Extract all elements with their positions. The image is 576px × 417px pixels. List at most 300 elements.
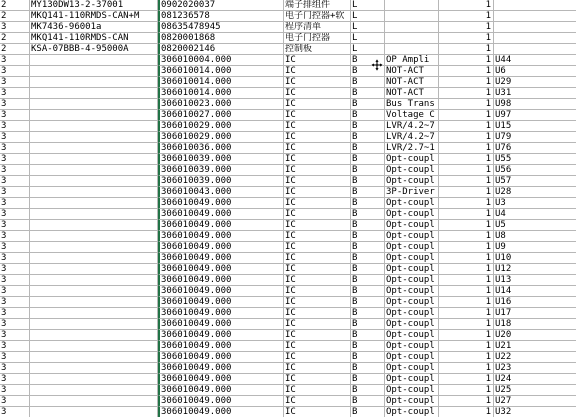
name-cell[interactable]: Opt-coupl: [385, 165, 439, 176]
type-cell[interactable]: B: [351, 275, 385, 286]
description-cell[interactable]: 端子排组件: [284, 0, 351, 11]
reference-cell[interactable]: U55: [494, 154, 576, 165]
type-cell[interactable]: B: [351, 264, 385, 275]
name-cell[interactable]: OP Ampli: [385, 55, 439, 66]
part-number-cell[interactable]: [30, 242, 158, 253]
material-code-cell[interactable]: 081236578: [158, 11, 284, 22]
level-cell[interactable]: 3: [0, 121, 30, 132]
description-cell[interactable]: IC: [284, 231, 351, 242]
part-number-cell[interactable]: [30, 341, 158, 352]
quantity-cell[interactable]: 1: [439, 176, 494, 187]
type-cell[interactable]: L: [351, 22, 385, 33]
reference-cell[interactable]: U25: [494, 385, 576, 396]
level-cell[interactable]: 3: [0, 66, 30, 77]
description-cell[interactable]: IC: [284, 66, 351, 77]
name-cell[interactable]: Opt-coupl: [385, 308, 439, 319]
level-cell[interactable]: 3: [0, 253, 30, 264]
level-cell[interactable]: 2: [0, 0, 30, 11]
level-cell[interactable]: 3: [0, 220, 30, 231]
quantity-cell[interactable]: 1: [439, 154, 494, 165]
quantity-cell[interactable]: 1: [439, 352, 494, 363]
name-cell[interactable]: Opt-coupl: [385, 176, 439, 187]
type-cell[interactable]: B: [351, 99, 385, 110]
type-cell[interactable]: B: [351, 231, 385, 242]
level-cell[interactable]: 3: [0, 341, 30, 352]
quantity-cell[interactable]: 1: [439, 165, 494, 176]
part-number-cell[interactable]: [30, 286, 158, 297]
reference-cell[interactable]: U17: [494, 308, 576, 319]
description-cell[interactable]: IC: [284, 264, 351, 275]
part-number-cell[interactable]: [30, 121, 158, 132]
reference-cell[interactable]: U22: [494, 352, 576, 363]
type-cell[interactable]: L: [351, 0, 385, 11]
material-code-cell[interactable]: 306010049.000: [158, 220, 284, 231]
type-cell[interactable]: L: [351, 11, 385, 22]
part-number-cell[interactable]: MY130DW13-2-37001: [30, 0, 158, 11]
description-cell[interactable]: IC: [284, 286, 351, 297]
reference-cell[interactable]: [494, 33, 576, 44]
type-cell[interactable]: B: [351, 143, 385, 154]
reference-cell[interactable]: U28: [494, 187, 576, 198]
part-number-cell[interactable]: [30, 165, 158, 176]
type-cell[interactable]: B: [351, 88, 385, 99]
quantity-cell[interactable]: 1: [439, 77, 494, 88]
name-cell[interactable]: Opt-coupl: [385, 363, 439, 374]
part-number-cell[interactable]: [30, 264, 158, 275]
part-number-cell[interactable]: [30, 330, 158, 341]
material-code-cell[interactable]: 306010049.000: [158, 385, 284, 396]
material-code-cell[interactable]: 0820001868: [158, 33, 284, 44]
description-cell[interactable]: IC: [284, 77, 351, 88]
part-number-cell[interactable]: [30, 66, 158, 77]
material-code-cell[interactable]: 306010049.000: [158, 352, 284, 363]
reference-cell[interactable]: U56: [494, 165, 576, 176]
description-cell[interactable]: IC: [284, 55, 351, 66]
quantity-cell[interactable]: 1: [439, 121, 494, 132]
material-code-cell[interactable]: 0820002146: [158, 44, 284, 55]
part-number-cell[interactable]: MKQ141-110RMDS-CAN+M: [30, 11, 158, 22]
quantity-cell[interactable]: 1: [439, 308, 494, 319]
quantity-cell[interactable]: 1: [439, 88, 494, 99]
level-cell[interactable]: 3: [0, 275, 30, 286]
name-cell[interactable]: Opt-coupl: [385, 319, 439, 330]
name-cell[interactable]: Bus Trans: [385, 99, 439, 110]
part-number-cell[interactable]: [30, 143, 158, 154]
material-code-cell[interactable]: 306010043.000: [158, 187, 284, 198]
part-number-cell[interactable]: [30, 55, 158, 66]
reference-cell[interactable]: U18: [494, 319, 576, 330]
name-cell[interactable]: Opt-coupl: [385, 198, 439, 209]
description-cell[interactable]: IC: [284, 341, 351, 352]
quantity-cell[interactable]: 1: [439, 385, 494, 396]
name-cell[interactable]: Opt-coupl: [385, 264, 439, 275]
type-cell[interactable]: B: [351, 363, 385, 374]
part-number-cell[interactable]: [30, 154, 158, 165]
type-cell[interactable]: B: [351, 77, 385, 88]
description-cell[interactable]: IC: [284, 132, 351, 143]
material-code-cell[interactable]: 306010049.000: [158, 308, 284, 319]
description-cell[interactable]: IC: [284, 154, 351, 165]
quantity-cell[interactable]: 1: [439, 264, 494, 275]
type-cell[interactable]: B: [351, 198, 385, 209]
type-cell[interactable]: B: [351, 352, 385, 363]
level-cell[interactable]: 3: [0, 385, 30, 396]
description-cell[interactable]: IC: [284, 319, 351, 330]
level-cell[interactable]: 3: [0, 407, 30, 417]
material-code-cell[interactable]: 306010029.000: [158, 132, 284, 143]
name-cell[interactable]: LVR/4.2~7: [385, 121, 439, 132]
reference-cell[interactable]: U76: [494, 143, 576, 154]
material-code-cell[interactable]: 306010049.000: [158, 297, 284, 308]
description-cell[interactable]: IC: [284, 121, 351, 132]
quantity-cell[interactable]: 1: [439, 44, 494, 55]
name-cell[interactable]: NOT-ACT: [385, 66, 439, 77]
quantity-cell[interactable]: 1: [439, 275, 494, 286]
part-number-cell[interactable]: MKQ141-110RMDS-CAN: [30, 33, 158, 44]
level-cell[interactable]: 3: [0, 363, 30, 374]
material-code-cell[interactable]: 306010029.000: [158, 121, 284, 132]
level-cell[interactable]: 3: [0, 396, 30, 407]
reference-cell[interactable]: U4: [494, 209, 576, 220]
part-number-cell[interactable]: [30, 231, 158, 242]
name-cell[interactable]: Opt-coupl: [385, 330, 439, 341]
level-cell[interactable]: 3: [0, 330, 30, 341]
type-cell[interactable]: B: [351, 220, 385, 231]
reference-cell[interactable]: U6: [494, 66, 576, 77]
name-cell[interactable]: [385, 0, 439, 11]
reference-cell[interactable]: U32: [494, 407, 576, 417]
level-cell[interactable]: 3: [0, 209, 30, 220]
description-cell[interactable]: IC: [284, 220, 351, 231]
reference-cell[interactable]: U79: [494, 132, 576, 143]
quantity-cell[interactable]: 1: [439, 231, 494, 242]
quantity-cell[interactable]: 1: [439, 407, 494, 417]
quantity-cell[interactable]: 1: [439, 143, 494, 154]
level-cell[interactable]: 3: [0, 187, 30, 198]
description-cell[interactable]: IC: [284, 297, 351, 308]
type-cell[interactable]: B: [351, 319, 385, 330]
reference-cell[interactable]: U98: [494, 99, 576, 110]
description-cell[interactable]: IC: [284, 165, 351, 176]
type-cell[interactable]: B: [351, 66, 385, 77]
reference-cell[interactable]: [494, 44, 576, 55]
type-cell[interactable]: B: [351, 286, 385, 297]
material-code-cell[interactable]: 08635478945: [158, 22, 284, 33]
reference-cell[interactable]: U20: [494, 330, 576, 341]
quantity-cell[interactable]: 1: [439, 11, 494, 22]
type-cell[interactable]: B: [351, 308, 385, 319]
quantity-cell[interactable]: 1: [439, 319, 494, 330]
name-cell[interactable]: Opt-coupl: [385, 396, 439, 407]
reference-cell[interactable]: U23: [494, 363, 576, 374]
type-cell[interactable]: B: [351, 132, 385, 143]
quantity-cell[interactable]: 1: [439, 286, 494, 297]
description-cell[interactable]: IC: [284, 99, 351, 110]
part-number-cell[interactable]: MK7436-96001a: [30, 22, 158, 33]
name-cell[interactable]: Opt-coupl: [385, 220, 439, 231]
level-cell[interactable]: 3: [0, 242, 30, 253]
level-cell[interactable]: 3: [0, 198, 30, 209]
description-cell[interactable]: IC: [284, 363, 351, 374]
material-code-cell[interactable]: 306010014.000: [158, 77, 284, 88]
type-cell[interactable]: B: [351, 110, 385, 121]
material-code-cell[interactable]: 306010014.000: [158, 66, 284, 77]
description-cell[interactable]: IC: [284, 352, 351, 363]
material-code-cell[interactable]: 306010049.000: [158, 231, 284, 242]
name-cell[interactable]: LVR/2.7~1: [385, 143, 439, 154]
level-cell[interactable]: 3: [0, 374, 30, 385]
level-cell[interactable]: 3: [0, 231, 30, 242]
level-cell[interactable]: 3: [0, 352, 30, 363]
material-code-cell[interactable]: 306010014.000: [158, 88, 284, 99]
part-number-cell[interactable]: [30, 396, 158, 407]
type-cell[interactable]: B: [351, 330, 385, 341]
quantity-cell[interactable]: 1: [439, 220, 494, 231]
quantity-cell[interactable]: 1: [439, 187, 494, 198]
level-cell[interactable]: 3: [0, 264, 30, 275]
description-cell[interactable]: IC: [284, 407, 351, 417]
material-code-cell[interactable]: 306010049.000: [158, 264, 284, 275]
type-cell[interactable]: B: [351, 209, 385, 220]
type-cell[interactable]: L: [351, 44, 385, 55]
material-code-cell[interactable]: 306010049.000: [158, 396, 284, 407]
level-cell[interactable]: 3: [0, 88, 30, 99]
reference-cell[interactable]: U24: [494, 374, 576, 385]
type-cell[interactable]: B: [351, 407, 385, 417]
name-cell[interactable]: Opt-coupl: [385, 385, 439, 396]
material-code-cell[interactable]: 306010049.000: [158, 286, 284, 297]
reference-cell[interactable]: [494, 11, 576, 22]
level-cell[interactable]: 2: [0, 11, 30, 22]
part-number-cell[interactable]: [30, 209, 158, 220]
description-cell[interactable]: IC: [284, 385, 351, 396]
level-cell[interactable]: 3: [0, 143, 30, 154]
part-number-cell[interactable]: [30, 385, 158, 396]
quantity-cell[interactable]: 1: [439, 132, 494, 143]
description-cell[interactable]: IC: [284, 198, 351, 209]
material-code-cell[interactable]: 306010049.000: [158, 209, 284, 220]
type-cell[interactable]: B: [351, 154, 385, 165]
level-cell[interactable]: 3: [0, 297, 30, 308]
description-cell[interactable]: IC: [284, 374, 351, 385]
name-cell[interactable]: Opt-coupl: [385, 374, 439, 385]
name-cell[interactable]: [385, 11, 439, 22]
name-cell[interactable]: [385, 33, 439, 44]
reference-cell[interactable]: U44: [494, 55, 576, 66]
level-cell[interactable]: 2: [0, 33, 30, 44]
material-code-cell[interactable]: 306010027.000: [158, 110, 284, 121]
reference-cell[interactable]: U14: [494, 286, 576, 297]
name-cell[interactable]: 3P-Driver: [385, 187, 439, 198]
level-cell[interactable]: 3: [0, 110, 30, 121]
description-cell[interactable]: IC: [284, 143, 351, 154]
level-cell[interactable]: 3: [0, 77, 30, 88]
description-cell[interactable]: IC: [284, 176, 351, 187]
quantity-cell[interactable]: 1: [439, 55, 494, 66]
part-number-cell[interactable]: [30, 297, 158, 308]
part-number-cell[interactable]: [30, 198, 158, 209]
reference-cell[interactable]: U27: [494, 396, 576, 407]
type-cell[interactable]: B: [351, 341, 385, 352]
name-cell[interactable]: Opt-coupl: [385, 209, 439, 220]
type-cell[interactable]: B: [351, 297, 385, 308]
description-cell[interactable]: IC: [284, 330, 351, 341]
level-cell[interactable]: 3: [0, 99, 30, 110]
name-cell[interactable]: [385, 22, 439, 33]
material-code-cell[interactable]: 306010039.000: [158, 176, 284, 187]
quantity-cell[interactable]: 1: [439, 330, 494, 341]
part-number-cell[interactable]: [30, 176, 158, 187]
type-cell[interactable]: B: [351, 165, 385, 176]
part-number-cell[interactable]: [30, 319, 158, 330]
description-cell[interactable]: 电子门控器: [284, 33, 351, 44]
level-cell[interactable]: 3: [0, 319, 30, 330]
part-number-cell[interactable]: [30, 77, 158, 88]
part-number-cell[interactable]: [30, 374, 158, 385]
level-cell[interactable]: 3: [0, 286, 30, 297]
quantity-cell[interactable]: 1: [439, 253, 494, 264]
type-cell[interactable]: B: [351, 55, 385, 66]
reference-cell[interactable]: U15: [494, 121, 576, 132]
material-code-cell[interactable]: 306010049.000: [158, 374, 284, 385]
level-cell[interactable]: 3: [0, 132, 30, 143]
material-code-cell[interactable]: 306010049.000: [158, 330, 284, 341]
description-cell[interactable]: IC: [284, 187, 351, 198]
reference-cell[interactable]: U12: [494, 264, 576, 275]
level-cell[interactable]: 3: [0, 55, 30, 66]
description-cell[interactable]: 程序清单: [284, 22, 351, 33]
name-cell[interactable]: Opt-coupl: [385, 242, 439, 253]
material-code-cell[interactable]: 0902020037: [158, 0, 284, 11]
name-cell[interactable]: Opt-coupl: [385, 275, 439, 286]
type-cell[interactable]: B: [351, 396, 385, 407]
material-code-cell[interactable]: 306010049.000: [158, 319, 284, 330]
part-number-cell[interactable]: [30, 187, 158, 198]
name-cell[interactable]: Opt-coupl: [385, 352, 439, 363]
material-code-cell[interactable]: 306010039.000: [158, 165, 284, 176]
material-code-cell[interactable]: 306010039.000: [158, 154, 284, 165]
part-number-cell[interactable]: [30, 407, 158, 417]
quantity-cell[interactable]: 1: [439, 198, 494, 209]
name-cell[interactable]: NOT-ACT: [385, 77, 439, 88]
quantity-cell[interactable]: 1: [439, 374, 494, 385]
name-cell[interactable]: Opt-coupl: [385, 407, 439, 417]
description-cell[interactable]: IC: [284, 209, 351, 220]
description-cell[interactable]: IC: [284, 396, 351, 407]
name-cell[interactable]: Opt-coupl: [385, 297, 439, 308]
description-cell[interactable]: IC: [284, 253, 351, 264]
part-number-cell[interactable]: [30, 99, 158, 110]
description-cell[interactable]: 电子门控器+软: [284, 11, 351, 22]
name-cell[interactable]: Opt-coupl: [385, 154, 439, 165]
type-cell[interactable]: L: [351, 33, 385, 44]
level-cell[interactable]: 3: [0, 308, 30, 319]
type-cell[interactable]: B: [351, 374, 385, 385]
quantity-cell[interactable]: 1: [439, 22, 494, 33]
quantity-cell[interactable]: 1: [439, 0, 494, 11]
part-number-cell[interactable]: [30, 363, 158, 374]
description-cell[interactable]: IC: [284, 88, 351, 99]
description-cell[interactable]: IC: [284, 110, 351, 121]
name-cell[interactable]: NOT-ACT: [385, 88, 439, 99]
reference-cell[interactable]: U57: [494, 176, 576, 187]
reference-cell[interactable]: U16: [494, 297, 576, 308]
part-number-cell[interactable]: [30, 352, 158, 363]
part-number-cell[interactable]: KSA-07BBB-4-95000A: [30, 44, 158, 55]
description-cell[interactable]: IC: [284, 308, 351, 319]
reference-cell[interactable]: U3: [494, 198, 576, 209]
description-cell[interactable]: 控制板: [284, 44, 351, 55]
material-code-cell[interactable]: 306010049.000: [158, 198, 284, 209]
description-cell[interactable]: IC: [284, 242, 351, 253]
quantity-cell[interactable]: 1: [439, 363, 494, 374]
material-code-cell[interactable]: 306010004.000: [158, 55, 284, 66]
material-code-cell[interactable]: 306010036.000: [158, 143, 284, 154]
part-number-cell[interactable]: [30, 275, 158, 286]
name-cell[interactable]: Voltage C: [385, 110, 439, 121]
name-cell[interactable]: Opt-coupl: [385, 286, 439, 297]
quantity-cell[interactable]: 1: [439, 209, 494, 220]
name-cell[interactable]: Opt-coupl: [385, 231, 439, 242]
level-cell[interactable]: 2: [0, 44, 30, 55]
part-number-cell[interactable]: [30, 132, 158, 143]
type-cell[interactable]: B: [351, 176, 385, 187]
level-cell[interactable]: 3: [0, 22, 30, 33]
quantity-cell[interactable]: 1: [439, 110, 494, 121]
name-cell[interactable]: [385, 44, 439, 55]
level-cell[interactable]: 3: [0, 154, 30, 165]
quantity-cell[interactable]: 1: [439, 66, 494, 77]
part-number-cell[interactable]: [30, 110, 158, 121]
reference-cell[interactable]: U10: [494, 253, 576, 264]
material-code-cell[interactable]: 306010049.000: [158, 242, 284, 253]
level-cell[interactable]: 3: [0, 165, 30, 176]
quantity-cell[interactable]: 1: [439, 297, 494, 308]
reference-cell[interactable]: [494, 0, 576, 11]
part-number-cell[interactable]: [30, 308, 158, 319]
name-cell[interactable]: Opt-coupl: [385, 253, 439, 264]
reference-cell[interactable]: U5: [494, 220, 576, 231]
part-number-cell[interactable]: [30, 220, 158, 231]
quantity-cell[interactable]: 1: [439, 99, 494, 110]
material-code-cell[interactable]: 306010023.000: [158, 99, 284, 110]
reference-cell[interactable]: U13: [494, 275, 576, 286]
reference-cell[interactable]: [494, 22, 576, 33]
reference-cell[interactable]: U31: [494, 88, 576, 99]
quantity-cell[interactable]: 1: [439, 33, 494, 44]
material-code-cell[interactable]: 306010049.000: [158, 275, 284, 286]
reference-cell[interactable]: U21: [494, 341, 576, 352]
material-code-cell[interactable]: 306010049.000: [158, 341, 284, 352]
quantity-cell[interactable]: 1: [439, 341, 494, 352]
type-cell[interactable]: B: [351, 385, 385, 396]
reference-cell[interactable]: U8: [494, 231, 576, 242]
material-code-cell[interactable]: 306010049.000: [158, 363, 284, 374]
quantity-cell[interactable]: 1: [439, 242, 494, 253]
material-code-cell[interactable]: 306010049.000: [158, 407, 284, 417]
type-cell[interactable]: B: [351, 253, 385, 264]
level-cell[interactable]: 3: [0, 176, 30, 187]
description-cell[interactable]: IC: [284, 275, 351, 286]
name-cell[interactable]: Opt-coupl: [385, 341, 439, 352]
material-code-cell[interactable]: 306010049.000: [158, 253, 284, 264]
part-number-cell[interactable]: [30, 88, 158, 99]
part-number-cell[interactable]: [30, 253, 158, 264]
type-cell[interactable]: B: [351, 187, 385, 198]
reference-cell[interactable]: U29: [494, 77, 576, 88]
reference-cell[interactable]: U97: [494, 110, 576, 121]
name-cell[interactable]: LVR/4.2~7: [385, 132, 439, 143]
